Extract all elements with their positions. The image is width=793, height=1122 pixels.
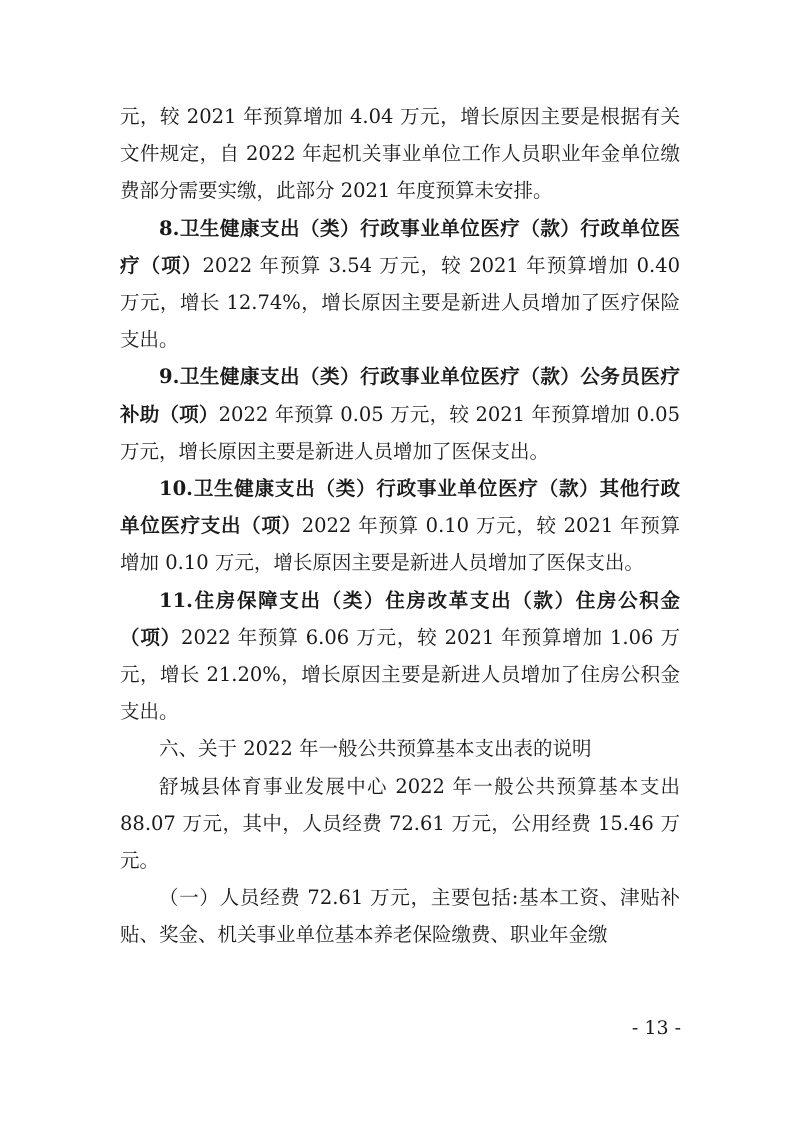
paragraph-text: 元，较 2021 年预算增加 4.04 万元，增长原因主要是根据有关文件规定，自 2022 年起机关事业单位工作人员职业年金单位缴费部分需要实缴，此部分 2021 年度预算未安排。: [120, 105, 680, 203]
item-heading: 11.住房保障支出（类）住房改革支出（款）住房公积金（项）: [120, 588, 680, 649]
paragraph-text: 2022 年预算 0.05 万元，较 2021 年预算增加 0.05 万元，增长原因主要是新进人员增加了医保支出。: [120, 402, 680, 463]
paragraph-text: 2022 年预算 0.10 万元，较 2021 年预算增加 0.10 万元，增长原因主要是新进人员增加了医保支出。: [120, 514, 680, 575]
section-paragraph-summary: 舒城县体育事业发展中心 2022 年一般公共预算基本支出 88.07 万元，其中，人员经费 72.61 万元，公用经费 15.46 万元。: [120, 774, 680, 873]
page-number: - 13 -: [631, 1017, 681, 1039]
paragraph-text: 2022 年预算 3.54 万元，较 2021 年预算增加 0.40 万元，增长 12.74%，增长原因主要是新进人员增加了医疗保险支出。: [120, 253, 680, 352]
paragraph-continuation: [120, 98, 680, 210]
document-page: [120, 98, 680, 954]
paragraph-item-10: [120, 470, 680, 582]
item-heading: 10.卫生健康支出（类）行政事业单位医疗（款）其他行政单位医疗支出（项）: [120, 477, 680, 538]
paragraph-item-9: [120, 358, 680, 470]
paragraph-text: 2022 年预算 6.06 万元，较 2021 年预算增加 1.06 万元，增长 21.20%，增长原因主要是新进人员增加了住房公积金支出。: [120, 625, 680, 724]
item-heading: 8.卫生健康支出（类）行政事业单位医疗（款）行政单位医疗（项）: [120, 216, 680, 277]
item-heading: 9.卫生健康支出（类）行政事业单位医疗（款）公务员医疗补助（项）: [120, 365, 680, 426]
section-heading: 六、关于 2022 年一般公共预算基本支出表的说明: [159, 737, 592, 761]
section-paragraph-personnel: （一）人员经费 72.61 万元，主要包括:基本工资、津贴补贴、奖金、机关事业单位基本养老保险缴费、职业年金缴: [120, 886, 680, 947]
paragraph-item-8: [120, 210, 680, 359]
paragraph-item-11: [120, 582, 680, 731]
